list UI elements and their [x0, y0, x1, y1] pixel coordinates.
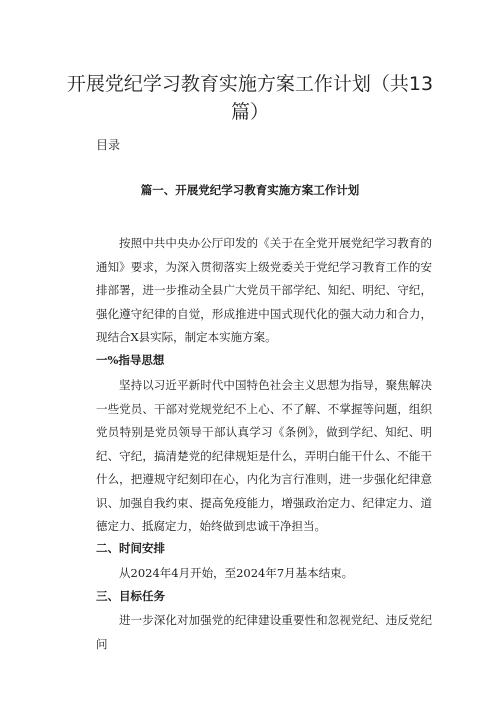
guiding-ideology-paragraph: 坚持以习近平新时代中国特色社会主义思想为指导，聚焦解决一些党员、干部对党规党纪不上心、不了解、不掌握等问题，组织党员特别是党员领导干部认真学习《条例》，做到学纪、知纪、明纪、守纪，搞清楚党的纪律规矩是什么，弄明白能干什么、不能干什么，把遵规守纪刻印在心，内化为言行准则，进一步强化纪律意识、加强自我约束、提高免疫能力，增强政治定力、纪律定力、道德定力、抵腐定力，始终做到忠诚干净担当。 [96, 378, 432, 533]
intro-paragraph: 按照中共中央办公厅印发的《关于在全党开展党纪学习教育的通知》要求，为深入贯彻落实上级党委关于党纪学习教育工作的安排部署，进一步推动全县广大党员干部学纪、知纪、明纪、守纪，强化遵守纪律的自觉，形成推进中国式现代化的强大动力和合力，现结合X县实际，制定本实施方案。 [96, 236, 432, 344]
goals-paragraph: 进一步深化对加强党的纪律建设重要性和忽视党纪、违反党纪问 [96, 613, 432, 651]
section-heading: 篇一、开展党纪学习教育实施方案工作计划 [140, 183, 360, 197]
document-title: 开展党纪学习教育实施方案工作计划（共13篇） [66, 73, 434, 123]
heading-guiding-ideology: 一%指导思想 [96, 353, 165, 367]
table-of-contents-label: 目录 [96, 138, 121, 152]
schedule-paragraph: 从2024年4月开始，至2024年7月基本结束。 [119, 566, 354, 580]
heading-goals: 三、目标任务 [96, 589, 165, 603]
heading-schedule: 二、时间安排 [96, 541, 165, 555]
